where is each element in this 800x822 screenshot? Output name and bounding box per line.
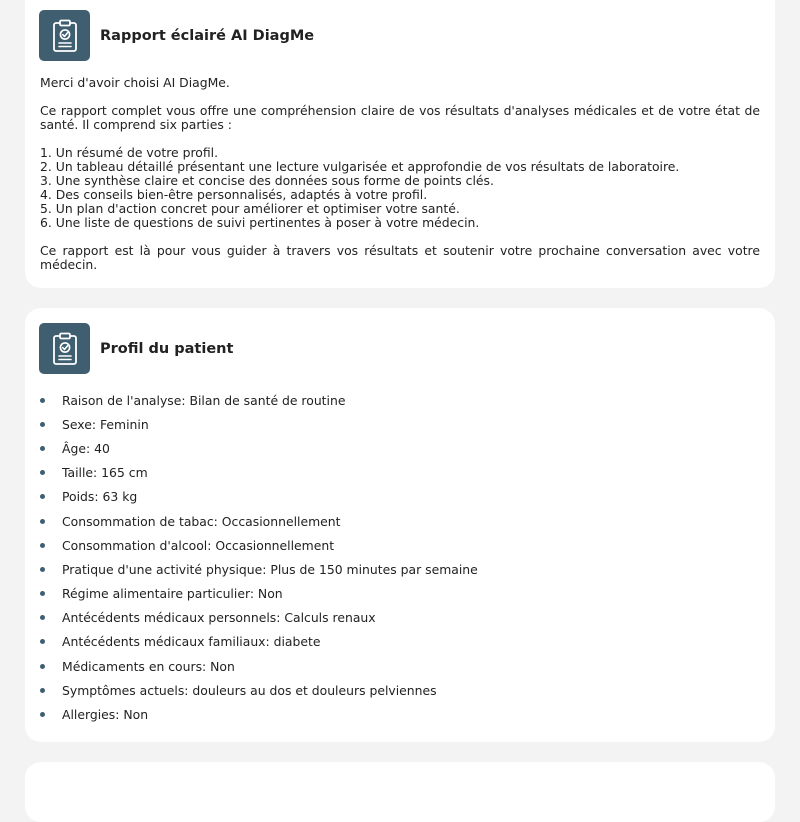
intro-description: Ce rapport complet vous offre une compréhension claire de vos résultats d'analyses médicales et de votre état de santé. Il comprend six parties :: [40, 103, 760, 132]
list-item: [39, 702, 478, 726]
profile-item-text: Antécédents médicaux familiaux: diabete: [62, 634, 321, 650]
bullet-icon: [40, 519, 45, 524]
profile-item-text: Raison de l'analyse: Bilan de santé de routine: [62, 392, 346, 408]
list-item: [39, 630, 478, 654]
list-item: [39, 582, 478, 606]
list-item: [39, 436, 478, 460]
list-item: [39, 461, 478, 485]
profile-item-text: Régime alimentaire particulier: Non: [62, 586, 283, 602]
intro-part-item: 2. Un tableau détaillé présentant une lecture vulgarisée et approfondie de vos résultats de laboratoire.: [40, 159, 680, 174]
profile-item-text: Consommation d'alcool: Occasionnellement: [62, 537, 335, 553]
bullet-icon: [40, 639, 45, 644]
next-section-card: [25, 762, 775, 822]
intro-part-item: 3. Une synthèse claire et concise des données sous forme de points clés.: [40, 173, 494, 188]
patient-profile-list: [39, 388, 478, 727]
profile-item-text: Consommation de tabac: Occasionnellement: [62, 513, 341, 529]
bullet-icon: [40, 470, 45, 475]
profile-item-text: Médicaments en cours: Non: [62, 658, 235, 674]
bullet-icon: [40, 567, 45, 572]
list-item: [39, 557, 478, 581]
list-item: [39, 485, 478, 509]
profile-item-text: Taille: 165 cm: [62, 465, 148, 481]
profile-item-text: Sexe: Feminin: [62, 416, 149, 432]
intro-card: [25, 0, 775, 288]
bullet-icon: [40, 712, 45, 717]
clipboard-check-icon: [39, 323, 90, 374]
intro-body: [40, 76, 760, 286]
bullet-icon: [40, 446, 45, 451]
bullet-icon: [40, 688, 45, 693]
bullet-icon: [40, 398, 45, 403]
list-item: [39, 388, 478, 412]
list-item: [39, 606, 478, 630]
intro-part-item: 5. Un plan d'action concret pour améliorer et optimiser votre santé.: [40, 201, 460, 216]
bullet-icon: [40, 494, 45, 499]
list-item: [39, 678, 478, 702]
list-item: [39, 509, 478, 533]
list-item: [39, 654, 478, 678]
profile-item-text: Âge: 40: [62, 440, 110, 456]
bullet-icon: [40, 591, 45, 596]
list-item: [39, 533, 478, 557]
intro-part-item: 4. Des conseils bien-être personnalisés, adaptés à votre profil.: [40, 187, 428, 202]
profile-item-text: Symptômes actuels: douleurs au dos et douleurs pelviennes: [62, 682, 437, 698]
profile-item-text: Poids: 63 kg: [62, 489, 138, 505]
bullet-icon: [40, 543, 45, 548]
intro-part-item: 6. Une liste de questions de suivi pertinentes à poser à votre médecin.: [40, 215, 480, 230]
list-item: [39, 412, 478, 436]
profile-item-text: Pratique d'une activité physique: Plus de 150 minutes par semaine: [62, 561, 478, 577]
patient-profile-card: [25, 308, 775, 742]
intro-closing: Ce rapport est là pour vous guider à travers vos résultats et soutenir votre prochaine conversation avec votre médecin.: [40, 243, 760, 272]
intro-greeting: Merci d'avoir choisi AI DiagMe.: [40, 75, 230, 90]
bullet-icon: [40, 615, 45, 620]
profile-item-text: Antécédents médicaux personnels: Calculs renaux: [62, 610, 376, 626]
intro-part-item: 1. Un résumé de votre profil.: [40, 145, 219, 160]
bullet-icon: [40, 422, 45, 427]
profile-item-text: Allergies: Non: [62, 707, 149, 723]
intro-card-title: Rapport éclairé AI DiagMe: [100, 27, 315, 44]
intro-parts-list: [40, 146, 760, 230]
intro-card-header: [39, 10, 314, 61]
profile-card-title: Profil du patient: [100, 340, 234, 357]
clipboard-check-icon: [39, 10, 90, 61]
profile-card-header: [39, 323, 233, 374]
bullet-icon: [40, 664, 45, 669]
